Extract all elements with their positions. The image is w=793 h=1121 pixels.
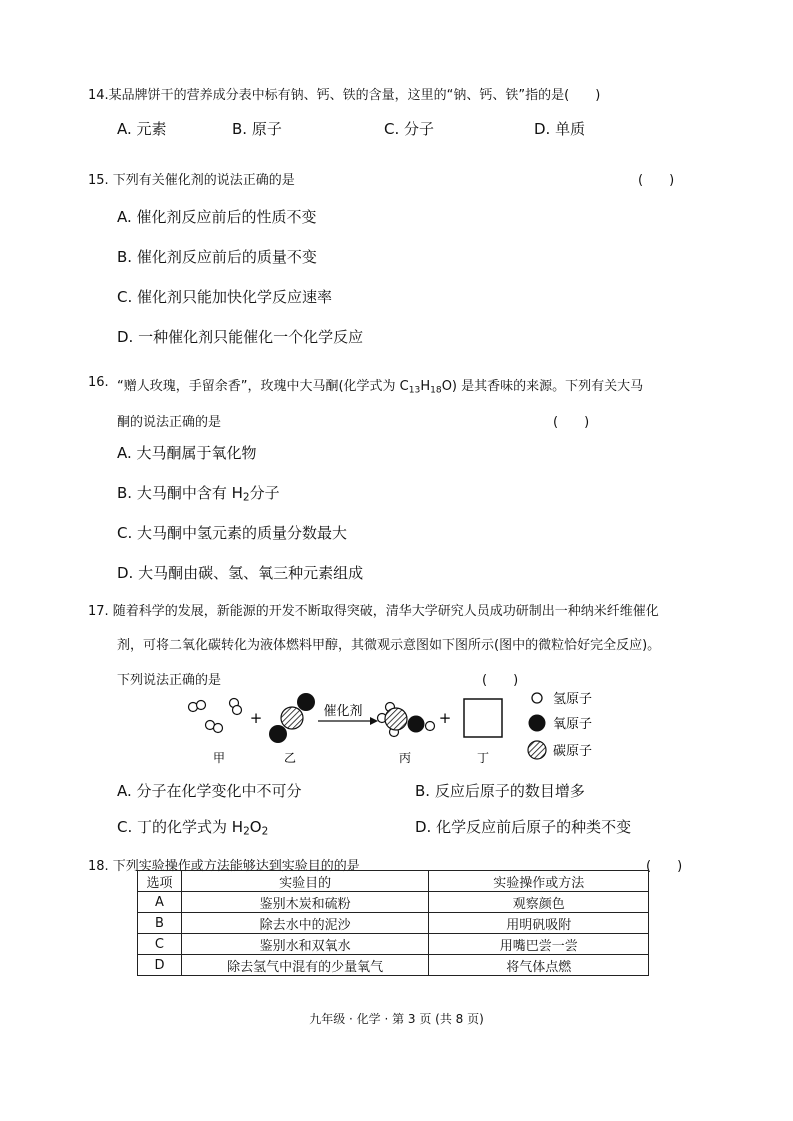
plus-sign-1: + (249, 709, 263, 727)
page-footer: 九年级 · 化学 · 第 3 页 (共 8 页) (309, 1012, 484, 1026)
q17-stem-line2: 剂，可将二氧化碳转化为液体燃料甲醇，其微观示意图如下图所示(图中的微粒恰好完全反应)。 (117, 638, 661, 653)
q14-option-d: D. 单质 (534, 120, 586, 138)
q18-answer-paren: ( ) (646, 859, 683, 874)
q17-option-a: A. 分子在化学变化中不可分 (117, 782, 302, 800)
table-cell: 除去氢气中混有的少量氧气 (181, 955, 429, 976)
q15-option-a: A. 催化剂反应前后的性质不变 (117, 208, 317, 226)
legend-carbon: 碳原子 (553, 744, 593, 759)
table-cell: 鉴别水和双氧水 (181, 934, 429, 955)
label-bing: 丙 (398, 751, 412, 765)
plus-sign-2: + (438, 709, 452, 727)
reactant-yi-molecule (269, 693, 315, 743)
hydrogen-atom-icon (532, 693, 542, 703)
reaction-diagram (180, 688, 620, 770)
q14-option-b: B. 原子 (232, 120, 282, 138)
q16-option-c: C. 大马酮中氢元素的质量分数最大 (117, 524, 348, 542)
table-row (138, 955, 649, 976)
q14-option-c: C. 分子 (384, 120, 435, 138)
table-header-row (138, 871, 649, 892)
arrow-head-icon (370, 717, 378, 725)
label-ding: 丁 (476, 751, 490, 765)
table-cell: D (138, 955, 182, 976)
q16-stem-line2: 酮的说法正确的是 (117, 415, 222, 430)
table-cell: 除去水中的泥沙 (181, 913, 429, 934)
q16-answer-paren: ( ) (553, 415, 590, 430)
product-bing-molecule (378, 703, 435, 737)
table-row (138, 913, 649, 934)
carbon-atom-icon (528, 741, 546, 759)
q15-answer-paren: ( ) (638, 173, 675, 188)
legend-oxygen: 氧原子 (553, 717, 593, 732)
table-header-cell: 实验目的 (181, 871, 429, 892)
reactant-jia-molecules (189, 699, 242, 733)
q15-option-d: D. 一种催化剂只能催化一个化学反应 (117, 328, 364, 346)
q15-option-c: C. 催化剂只能加快化学反应速率 (117, 288, 333, 306)
q17-stem-line1: 17. 随着科学的发展，新能源的开发不断取得突破，清华大学研究人员成功研制出一种纳米纤维催化 (88, 604, 659, 619)
experiment-table (137, 870, 649, 976)
q16-option-b: B. 大马酮中含有 $H_2$分子 (117, 484, 280, 504)
table-cell: 观察颜色 (429, 892, 649, 913)
q16-option-a: A. 大马酮属于氧化物 (117, 444, 257, 462)
label-jia: 甲 (212, 751, 226, 765)
q14-option-a: A. 元素 (117, 120, 167, 138)
table-row (138, 892, 649, 913)
table-header-cell: 实验操作或方法 (429, 871, 649, 892)
q17-option-c: C. 丁的化学式为 $H_2O_2$ (117, 818, 269, 838)
table-cell: 将气体点燃 (429, 955, 649, 976)
label-yi: 乙 (283, 751, 297, 765)
table-cell: A (138, 892, 182, 913)
q17-option-d: D. 化学反应前后原子的种类不变 (415, 818, 632, 836)
catalyst-label: 催化剂 (323, 704, 363, 719)
q14-stem: 14.某品牌饼干的营养成分表中标有钠、钙、铁的含量，这里的“钠、钙、铁”指的是( ) (88, 88, 601, 103)
table-cell: 鉴别木炭和硫粉 (181, 892, 429, 913)
table-header-cell: 选项 (138, 871, 182, 892)
q15-stem: 15. 下列有关催化剂的说法正确的是 (88, 173, 295, 188)
table-cell: 用嘴巴尝一尝 (429, 934, 649, 955)
q16-number: 16. (88, 375, 109, 390)
table-cell: 用明矾吸附 (429, 913, 649, 934)
q17-stem-line3: 下列说法正确的是 (117, 673, 222, 688)
q16-stem: “赠人玫瑰，手留余香”，玫瑰中大马酮(化学式为 $C_{13}H_{18}O$) 是其香味的来源。下列有关大马 (117, 379, 644, 396)
table-row (138, 934, 649, 955)
legend (528, 692, 592, 759)
legend-hydrogen: 氢原子 (553, 692, 593, 707)
q15-option-b: B. 催化剂反应前后的质量不变 (117, 248, 317, 266)
q17-option-b: B. 反应后原子的数目增多 (415, 782, 585, 800)
product-ding-box (464, 699, 502, 737)
q18-stem: 18. 下列实验操作或方法能够达到实验目的的是 (88, 859, 360, 874)
oxygen-atom-icon (529, 715, 546, 732)
table-cell: B (138, 913, 182, 934)
q17-answer-paren: ( ) (482, 673, 519, 688)
q16-option-d: D. 大马酮由碳、氢、氧三种元素组成 (117, 564, 364, 582)
table-cell: C (138, 934, 182, 955)
